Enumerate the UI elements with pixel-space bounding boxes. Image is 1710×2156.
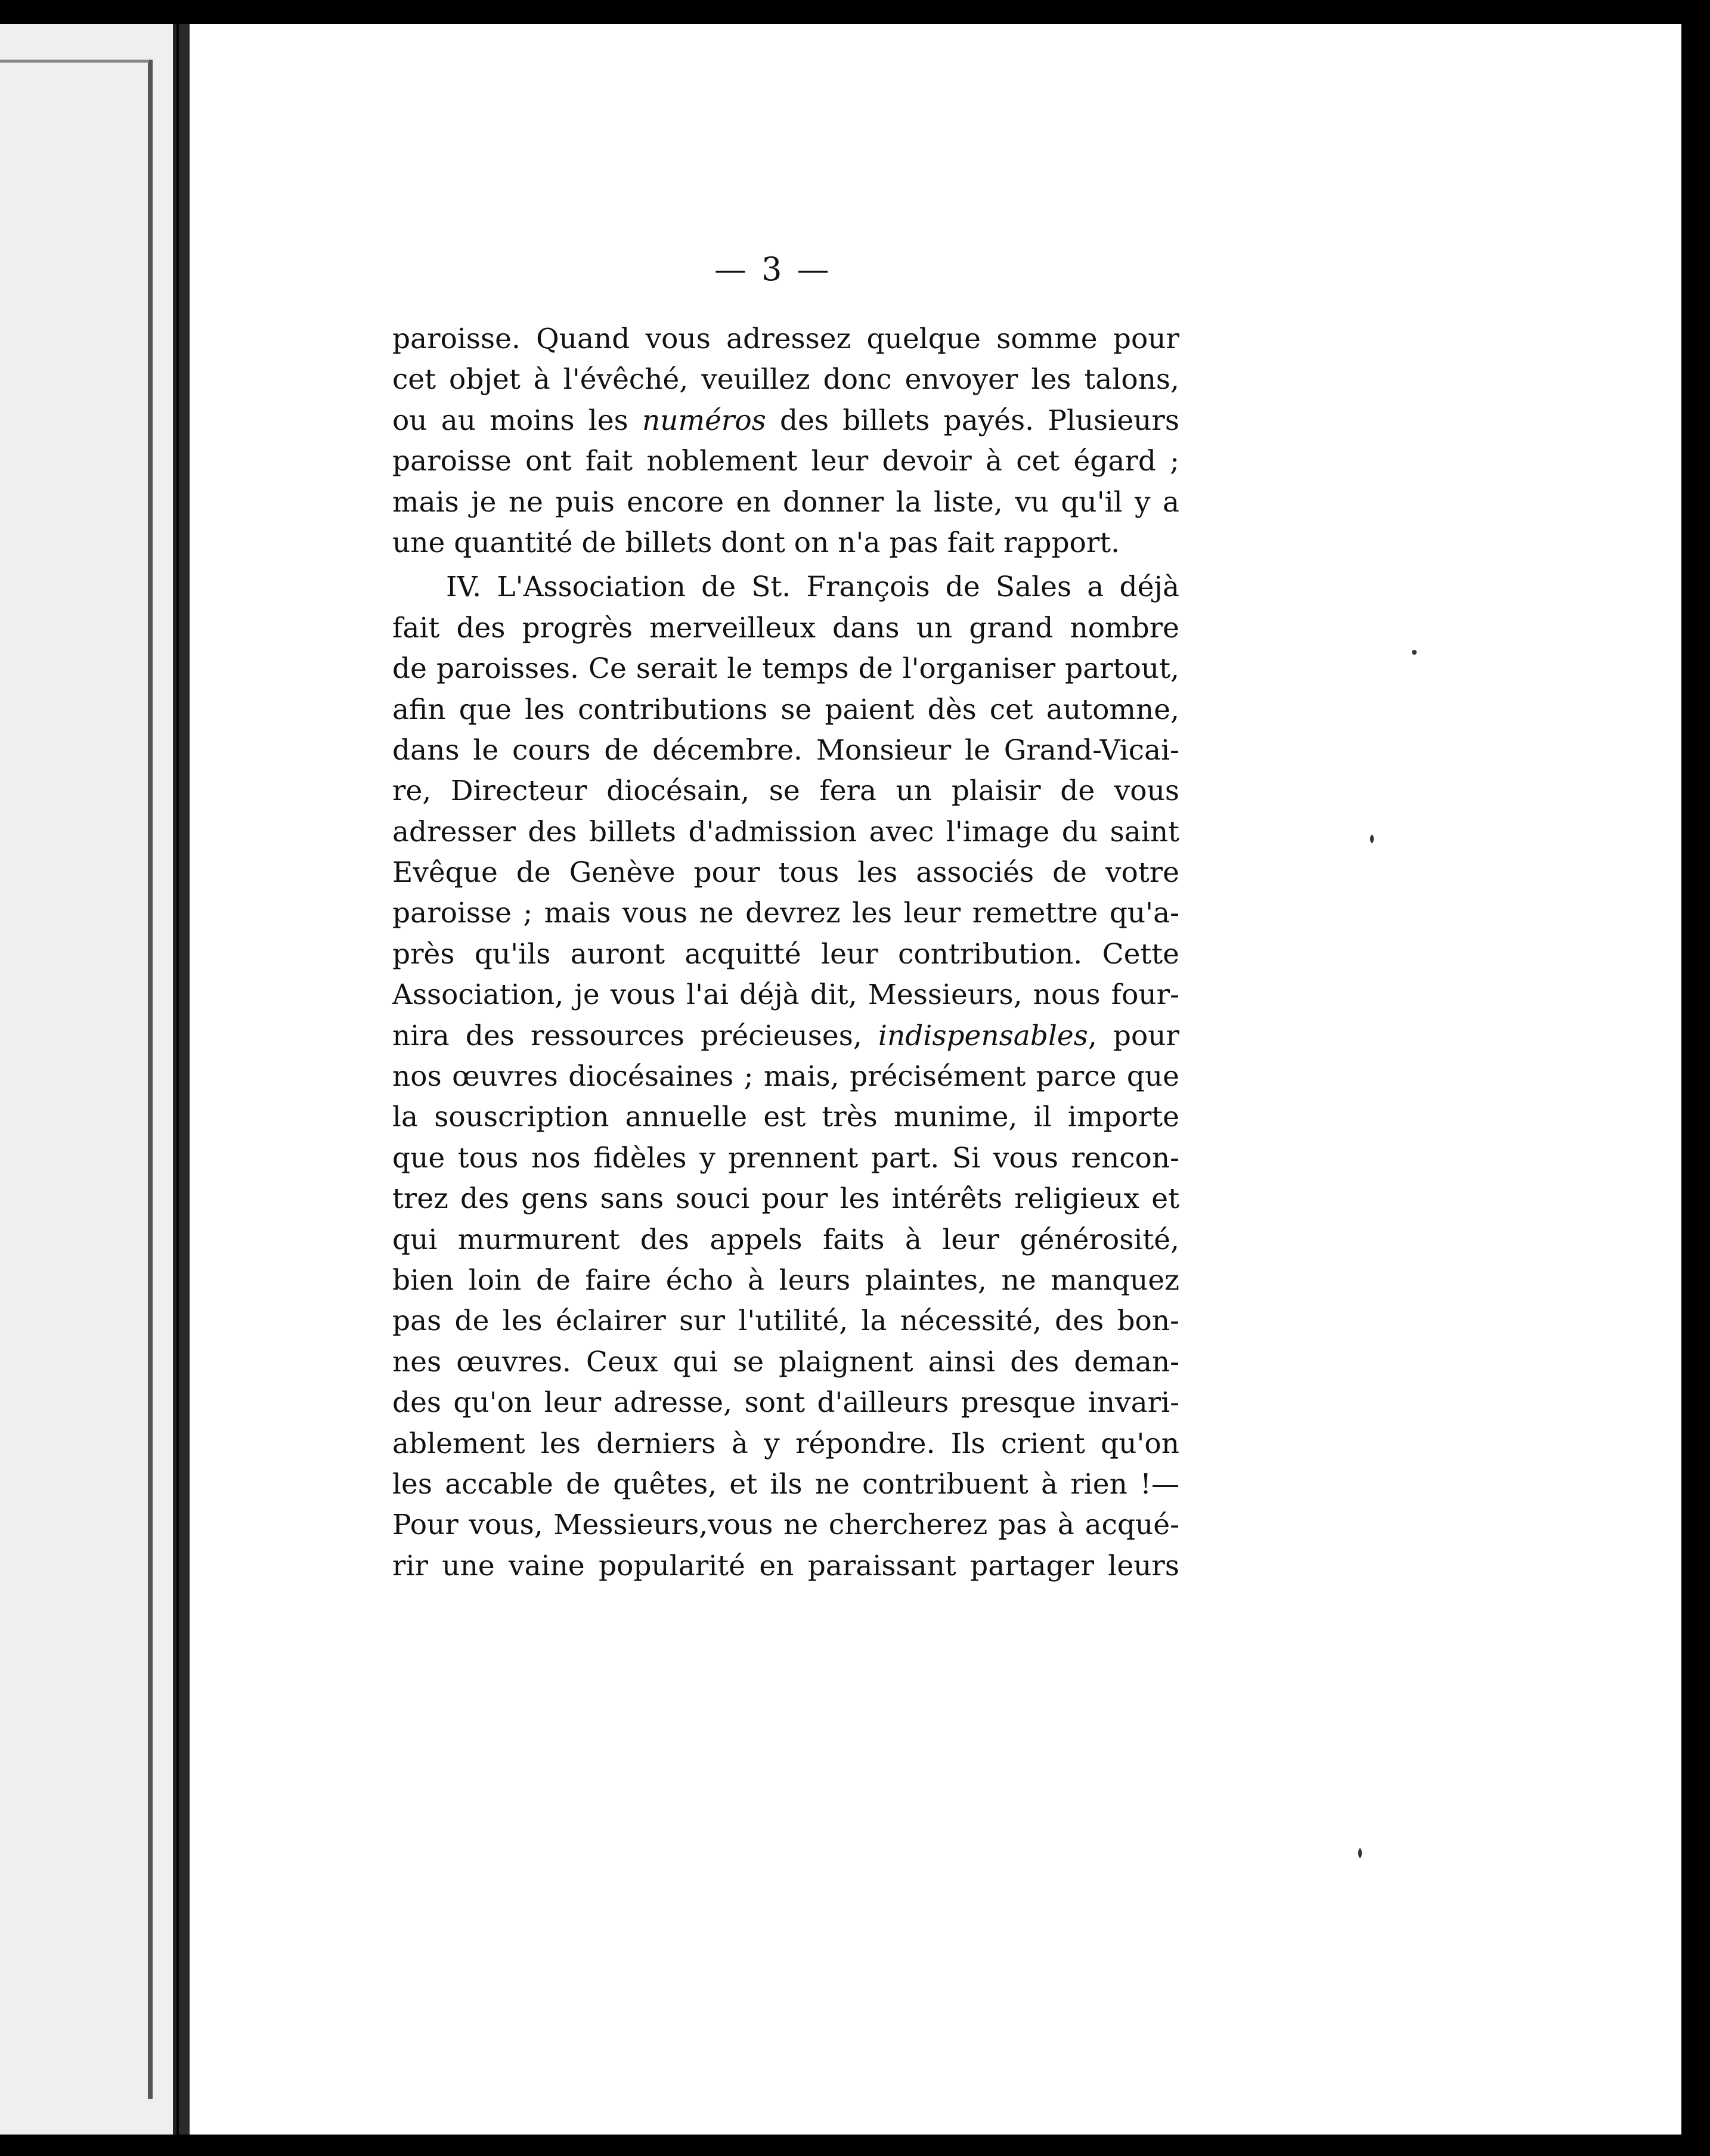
text-line: dans le cours de décembre. Monsieur le Grand-Vicai- [392,733,1179,767]
text-segment: ou au moins les [392,404,642,437]
text-line: de paroisses. Ce serait le temps de l'organiser partout, [392,652,1179,686]
text-line: trez des gens sans souci pour les intérêts religieux et [392,1182,1179,1216]
paragraph-2 [392,567,1179,1587]
text-line: près qu'ils auront acquitté leur contribution. Cette [392,937,1179,971]
text-line: qui murmurent des appels faits à leur générosité, [392,1223,1179,1256]
text-line [392,401,1179,441]
scan-speck [1358,1848,1362,1858]
text-line: cet objet à l'évêché, veuillez donc envoyer les talons, [392,363,1179,396]
text-line: Pour vous, Messieurs,vous ne chercherez pas à acqué- [392,1508,1179,1542]
text-line: adresser des billets d'admission avec l'image du saint [392,815,1179,848]
text-line: paroisse. Quand vous adressez quelque somme pour [392,323,1179,355]
text-line: fait des progrès merveilleux dans un grand nombre [392,611,1179,645]
text-line: paroisse ont fait noblement leur devoir à cet égard ; [392,445,1179,478]
scan-speck [1412,650,1417,655]
text-line: rir une vaine popularité en paraissant partager leurs [392,1549,1179,1582]
text-line: ablement les derniers à y répondre. Ils crient qu'on [392,1427,1179,1460]
text-line: que tous nos fidèles y prennent part. Si vous rencon- [392,1141,1179,1175]
text-line: des qu'on leur adresse, sont d'ailleurs presque invari- [392,1386,1179,1420]
text-segment: des billets payés. Plusieurs [766,404,1179,437]
text-line: nos œuvres diocésaines ; mais, précisément parce que [392,1060,1179,1094]
text-line: les accable de quêtes, et ils ne contribuent à rien !— [392,1467,1179,1501]
italic-word: indispensables [878,1019,1088,1052]
text-line: bien loin de faire écho à leurs plaintes, ne manquez [392,1263,1179,1297]
text-segment: nira des ressources précieuses, [392,1019,878,1052]
text-line: pas de les éclairer sur l'utilité, la nécessité, des bon- [392,1305,1179,1338]
text-line: Association, je vous l'ai déjà dit, Messieurs, nous four- [392,978,1179,1012]
text-line: nes œuvres. Ceux qui se plaignent ainsi des deman- [392,1345,1179,1379]
document-page [179,24,1681,2135]
paragraph-1 [392,319,1179,563]
text-line: afin que les contributions se paient dès cet automne, [392,693,1179,726]
body-text [392,319,1179,1587]
text-line: Evêque de Genève pour tous les associés de votre [392,856,1179,890]
page-number: — 3 — [714,250,832,288]
italic-word: numéros [642,404,766,437]
text-line: la souscription annuelle est très munime, il importe [392,1101,1179,1134]
text-line: IV. L'Association de St. François de Sales a déjà [446,571,1179,604]
text-segment: , pour [1088,1019,1180,1052]
scan-speck [1370,835,1374,843]
text-line: mais je ne puis encore en donner la liste, vu qu'il y a [392,485,1179,519]
text-line: paroisse ; mais vous ne devrez les leur remettre qu'a- [392,897,1179,930]
facing-page-edge [0,24,176,2135]
text-line: une quantité de billets dont on n'a pas fait rapport. [392,526,1120,559]
text-line [392,1016,1179,1057]
text-line: re, Directeur diocésain, se fera un plaisir de vous [392,775,1179,808]
